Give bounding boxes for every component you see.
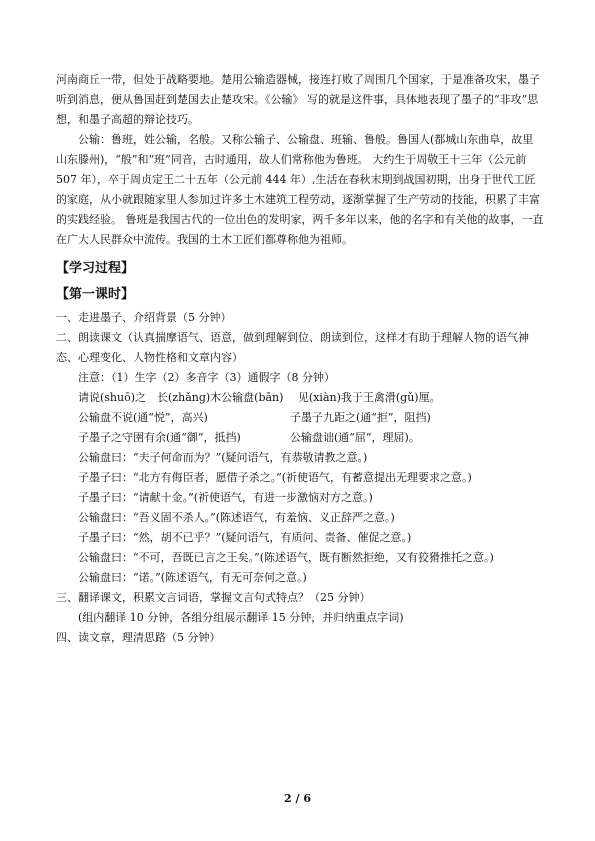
tongjia-row-2 <box>56 428 544 448</box>
step-2: 二、朗读课文（认真揣摩语气、语意，做到理解到位、朗读到位，这样才有助于理解人物的语气神态、心理变化、人物性格和文章内容） <box>56 331 529 364</box>
tongjia-item: 公输盘诎(通“屈”，理屈)。 <box>290 431 420 444</box>
tongjia-item: 公输盘不说(通“悦”，高兴) <box>78 411 208 424</box>
step-4: 四、读文章，理清思路（5 分钟） <box>56 631 221 644</box>
tone-line: 公输盘曰：“不可，吾既已言之王矣。”(陈述语气，既有断然拒绝，又有狡猾推托之意。) <box>78 551 494 564</box>
tone-line: 公输盘曰：“夫子何命而为？”(疑问语气，有恭敬请教之意。) <box>78 451 368 464</box>
tone-line: 公输盘曰：“吾义固不杀人。”(陈述语气，有羞恼、义正辞严之意。) <box>78 511 395 524</box>
tongjia-item: 子墨子九距之(通“拒”，阻挡) <box>290 411 431 424</box>
tongjia-row-1 <box>56 408 544 428</box>
step-3-detail: (组内翻译 10 分钟，各组分组展示翻译 15 分钟，并归纳重点字词) <box>78 611 404 624</box>
tone-line: 子墨子曰：“然，胡不已乎？”(疑问语气，有质问、责备、催促之意。) <box>78 531 412 544</box>
pronunciation-line: 请说(shuō)之 长(zhǎng)木公输盘(bān) 见(xiàn)我于王禽滑(gǔ)厘。 <box>78 391 441 404</box>
section-title: 【学习过程】 <box>56 261 135 276</box>
tone-line: 子墨子曰：“请献十金。”(祈使语气，有进一步激恼对方之意。) <box>78 491 373 504</box>
lesson-title: 【第一课时】 <box>56 287 135 302</box>
intro-paragraph-2: 公输：鲁班，姓公输，名般。又称公输子、公输盘、班输、鲁般。鲁国人(都城山东曲阜，故里山东滕州)，“般”和“班”同音，古时通用，故人们常称他为鲁班。 大约生于周敬王十三年（公元前 507 年），卒于周贞定王二十五年（公元前 444 年）,生活在春秋末期到战国初期，出身于世代工匠的家庭，从小就跟随家里人参加过许多土木建筑工程劳动，逐渐掌握了生产劳动的技能，积累了丰富的实践经验。 鲁班是我国古代的一位出色的发明家，两千多年以来，他的名字和有关他的故事，一直在广大人民群众中流传。我国的土木工匠们都尊称他为祖师。 <box>56 133 544 246</box>
intro-paragraph-1: 河南商丘一带，但处于战略要地。楚用公输造器械，接连打败了周围几个国家，于是准备攻宋，墨子听到消息，便从鲁国赶到楚国去止楚攻宋。《公输》 写的就是这件事，具体地表现了墨子的“非攻”思想，和墨子高超的辩论技巧。 <box>56 73 540 126</box>
tone-line: 公输盘曰：“诺。”(陈述语气，有无可奈何之意。) <box>78 571 307 584</box>
note-line: 注意：（1）生字（2）多音字（3）通假字（8 分钟） <box>78 371 335 384</box>
tone-line: 子墨子曰：“北方有侮臣者，愿借子杀之。”(祈使语气，有蓄意提出无理要求之意。) <box>78 471 472 484</box>
step-3: 三、翻译课文，积累文言词语，掌握文言句式特点？（25 分钟） <box>56 591 371 604</box>
tongjia-item: 子墨子之守圉有余(通“御”，抵挡) <box>78 431 241 444</box>
step-1: 一、走进墨子、介绍背景（5 分钟） <box>56 311 232 324</box>
page-number: 2 / 6 <box>284 792 311 805</box>
page-content <box>56 70 544 648</box>
